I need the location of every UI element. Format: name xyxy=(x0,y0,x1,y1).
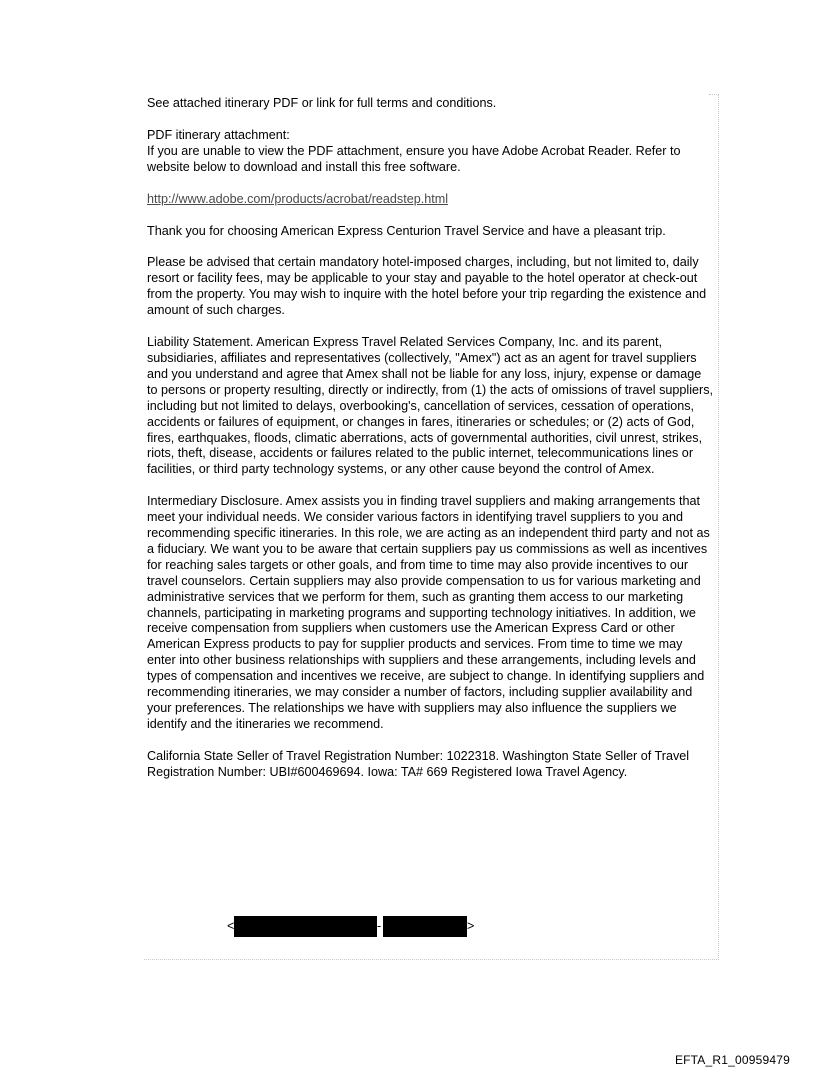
redaction-bar xyxy=(383,916,467,937)
pdf-heading: PDF itinerary attachment: xyxy=(147,127,290,142)
email-body xyxy=(147,96,713,797)
liability-statement: Liability Statement. American Express Travel Related Services Company, Inc. and its parent, subsidiaries, affiliates and representatives (collectively, "Amex") act as an agent for travel suppliers and you understand and agree that Amex shall not be liable for any loss, injury, expense or damage to persons or property resulting, directly or indirectly, from (1) the acts of omissions of travel suppliers, including but not limited to delays, overbooking's, cancellation of services, cessation of operations, accidents or failures of equipment, or changes in fares, itineraries or schedules; or (2) acts of God, fires, earthquakes, floods, climatic aberrations, acts of governmental authorities, civil unrest, strikes, riots, theft, disease, accidents or failures related to the public internet, telecommunications lines or facilities, or third party technology systems, or any other cause beyond the control of Amex. xyxy=(147,335,714,477)
redaction-close-bracket: > xyxy=(467,919,475,933)
redaction-dash: - xyxy=(377,919,382,933)
intermediary-disclosure: Intermediary Disclosure. Amex assists you in finding travel suppliers and making arrangements that meet your individual needs. We consider various factors in identifying travel suppliers to you and recommending specific itineraries. In this role, we are acting as an independent third party and not as a fiduciary. We want you to be aware that certain suppliers pay us commissions as well as incentives for reaching sales targets or other goals, and from time to time may also provide incentives to our travel counselors. Certain suppliers may also provide compensation to us for various marketing and administrative services that we perform for them, such as granting them access to our marketing channels, participating in marketing programs and supporting technology initiatives. In addition, we receive compensation from suppliers when customers use the American Express Card or other American Express products to pay for supplier products and services. From time to time we may enter into other business relationships with suppliers and these arrangements, including levels and types of compensation and incentives we receive, are subject to change. In identifying suppliers and recommending itineraries, we may consider a number of factors, including supplier availability and your preferences. The relationships we have with suppliers may also influence the suppliers we identify and the itineraries we recommend. xyxy=(147,494,710,731)
pdf-section xyxy=(147,128,713,176)
adobe-download-link[interactable]: http://www.adobe.com/products/acrobat/readstep.html xyxy=(147,191,449,206)
registration-info: California State Seller of Travel Registration Number: 1022318. Washington State Seller of Travel Registration Number: UBI#600469694. Iowa: TA# 669 Registered Iowa Travel Agency. xyxy=(147,748,690,779)
adobe-link-para xyxy=(147,192,713,208)
bates-number: EFTA_R1_00959479 xyxy=(674,1053,790,1067)
redaction-open-bracket: < xyxy=(227,919,235,933)
redaction-bar xyxy=(234,916,377,937)
frame-top-edge xyxy=(709,94,719,95)
hotel-charges-notice: Please be advised that certain mandatory hotel-imposed charges, including, but not limited to, daily resort or facility fees, may be applicable to your stay and payable to the hotel operator at check-out from the property. You may wish to inquire with the hotel before your trip regarding the existence and amount of such charges. xyxy=(147,255,707,318)
pdf-instructions: If you are unable to view the PDF attachment, ensure you have Adobe Acrobat Reader. Refer to website below to download and install this free software. xyxy=(147,143,681,174)
terms-note: See attached itinerary PDF or link for full terms and conditions. xyxy=(147,96,497,110)
thank-you-text: Thank you for choosing American Express Centurion Travel Service and have a pleasant trip. xyxy=(147,223,666,238)
